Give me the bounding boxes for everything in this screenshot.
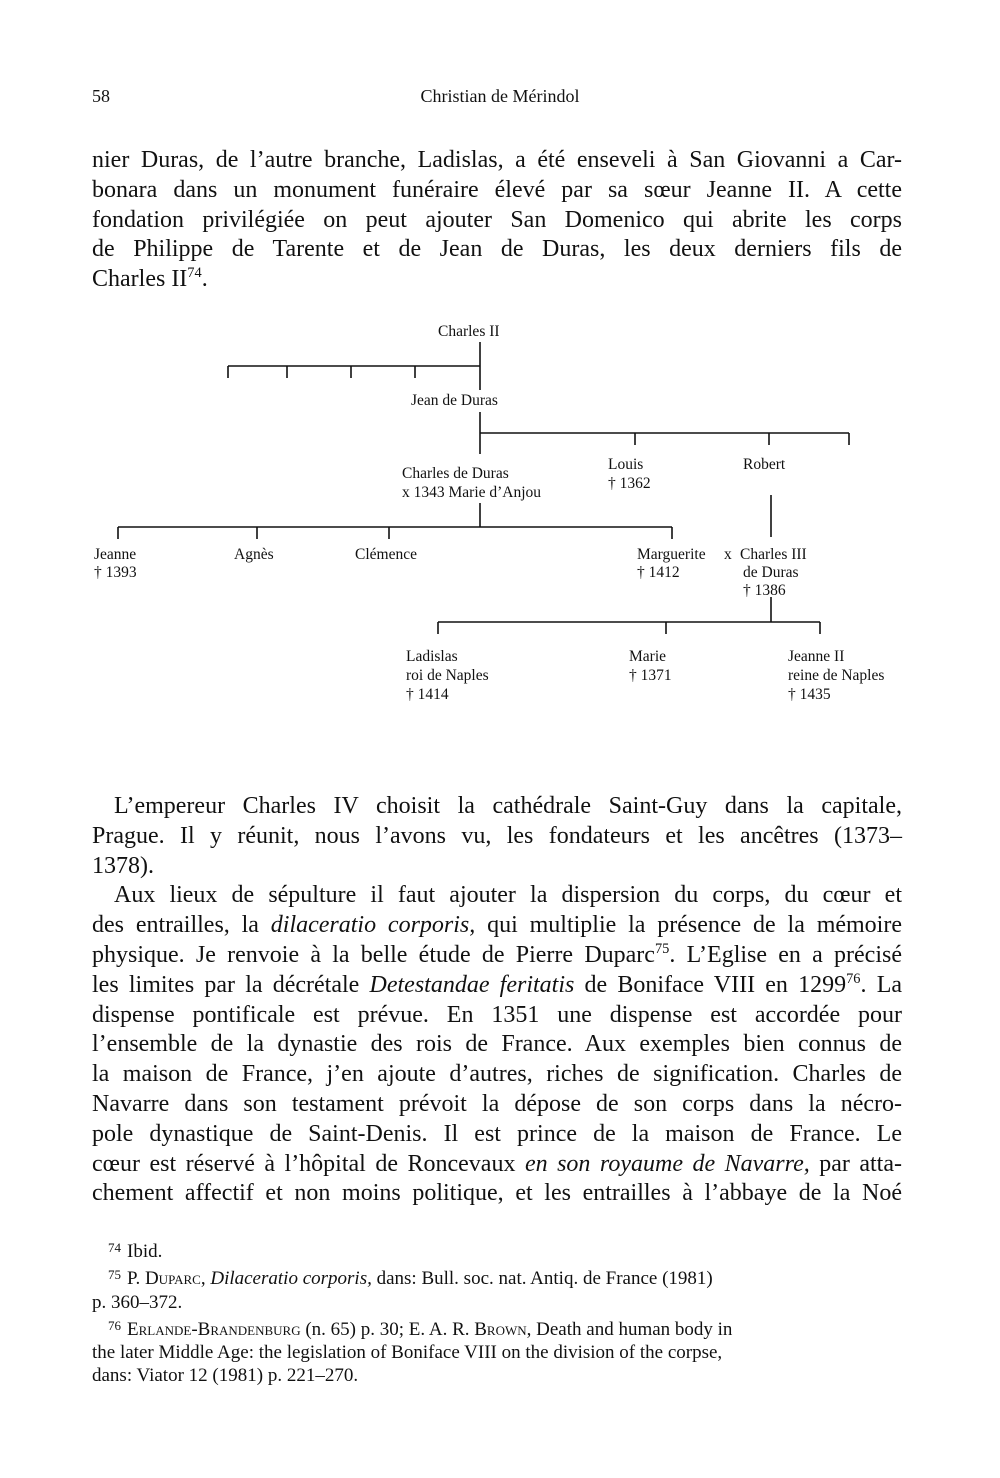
footnote-75 [92,1263,902,1290]
text-span: . [201,266,208,293]
footnote-title: Dilaceratio corporis, [210,1268,372,1290]
page-header [92,86,908,114]
text-line: Navarre dans son testament prévoit la dépose de son corps dans la nécro- [92,1090,902,1117]
text-line: nier Duras, de l’autre branche, Ladislas, a été enseveli à San Giovanni a Car- [92,147,902,173]
text-line: dispense pontificale est prévue. En 1351 une dispense est accordée pour [92,1001,902,1028]
running-head: Christian de Mérindol [420,86,580,106]
text-line: Prague. Il y réunit, nous l’avons vu, les fondateurs et les ancêtres (1373– [92,822,902,849]
footnote-76-cont: dans: Viator 12 (1981) p. 221–270. [92,1365,359,1387]
tree-label-jean-de-duras: Jean de Duras [411,392,498,409]
text-line: 1378). [92,852,154,879]
tree-label-marriage-1343: x 1343 Marie d’Anjou [402,484,542,501]
text-span: Charles II [92,266,188,293]
footnote-number: 75 [108,1267,121,1283]
footnote-text: Ibid. [127,1241,163,1262]
tree-label-jeanne-ii-death: † 1435 [788,686,831,703]
text-line [92,1150,902,1180]
text-line: chement affectif et non moins politique, et les entrailles à l’abbaye de la Noé [92,1180,902,1207]
footnote-76-cont: the later Middle Age: the legislation of Boniface VIII on the division of the corpse, [92,1342,723,1364]
page-number: 58 [92,86,110,106]
text-span: cœur est réservé à l’hôpital de Roncevaux [92,1150,525,1177]
text-span: qui multiplie la présence de la mémoire [475,912,902,939]
tree-label-charles-de-duras: Charles de Duras [402,465,509,482]
tree-label-de-duras: de Duras [743,564,799,581]
tree-label-jeanne-ii: Jeanne II [788,648,845,665]
tree-label-agnes: Agnès [234,546,274,563]
tree-label-ladislas: Ladislas [406,648,458,665]
text-line [92,265,902,295]
text-span: . L’Eglise en a précisé [669,941,902,968]
tree-label-marie-death: † 1371 [629,667,672,684]
italic-term: en son royaume de Navarre, [524,1150,810,1177]
footnote-number: 74 [108,1240,121,1255]
footnote-author: Brown, [474,1318,532,1340]
tree-label-charles-iii-death: † 1386 [743,582,786,599]
tree-label-marie: Marie [629,648,667,665]
tree-label-clemence: Clémence [355,546,417,563]
tree-label-jeanne-ii-title: reine de Naples [788,667,885,684]
italic-term: Detestandae feritatis [369,971,575,998]
tree-label-marguerite: Marguerite [637,546,706,563]
footnote-76 [92,1314,902,1341]
text-line: bonara dans un monument funéraire élevé par sa sœur Jeanne II. A cette [92,176,902,203]
tree-label-charles-iii: Charles III [740,546,807,563]
footnote-ref-76: 76 [846,970,861,987]
tree-label-louis-death: † 1362 [608,475,651,492]
text-span: physique. Je renvoie à la belle étude de Pierre Duparc [92,941,655,968]
text-span: de Boniface VIII en 1299 [574,971,847,998]
text-span: par atta- [809,1150,902,1177]
text-span: les limites par la décrétale [92,971,370,998]
tree-label-jeanne-death: † 1393 [94,564,137,581]
text-line: de Philippe de Tarente et de Jean de Duras, les deux derniers fils de [92,236,902,263]
text-line: L’empereur Charles IV choisit la cathédrale Saint-Guy dans la capitale, [114,793,902,819]
text-line: Aux lieux de sépulture il faut ajouter la dispersion du corps, du cœur et [114,882,902,909]
footnote-ref-75: 75 [654,940,670,957]
text-line [92,971,902,1001]
text-line: pole dynastique de Saint-Denis. Il est prince de la maison de France. Le [92,1120,902,1147]
tree-label-louis: Louis [608,456,644,473]
text-span: . La [860,971,903,998]
paragraph-1 [92,146,902,295]
text-line: la maison de France, j’en ajoute d’autres, riches de signification. Charles de [92,1061,902,1088]
tree-label-ladislas-death: † 1414 [406,686,449,703]
paragraph-2-3 [92,792,902,1209]
tree-label-robert: Robert [743,456,786,473]
tree-label-jeanne: Jeanne [94,546,137,563]
footnote-74 [92,1236,902,1263]
text-line: fondation privilégiée on peut ajouter San Domenico qui abrite les corps [92,206,902,233]
italic-term: dilaceratio corporis, [270,912,476,939]
footnotes [92,1236,902,1388]
tree-label-ladislas-title: roi de Naples [406,667,489,684]
text-span: des entrailles, la [92,912,271,939]
footnote-author: Erlande-Brandenburg [127,1318,301,1340]
text-line [92,911,902,941]
footnote-75-cont: p. 360–372. [92,1291,183,1313]
footnote-text: (n. 65) p. 30; E. A. R. [300,1318,475,1340]
footnote-author: P. Duparc, [127,1268,206,1290]
text-line [92,941,902,971]
footnote-text: Death and human body in [531,1318,733,1340]
footnote-number: 76 [108,1317,121,1333]
footnote-ref-74: 74 [187,265,202,282]
tree-label-charles-ii: Charles II [438,323,500,340]
text-line: l’ensemble de la dynastie des rois de France. Aux exemples bien connus de [92,1031,902,1058]
tree-label-marguerite-death: † 1412 [637,564,680,581]
tree-label-marriage-x: x [724,546,732,563]
footnote-text: dans: Bull. soc. nat. Antiq. de France (1981) [371,1268,713,1290]
